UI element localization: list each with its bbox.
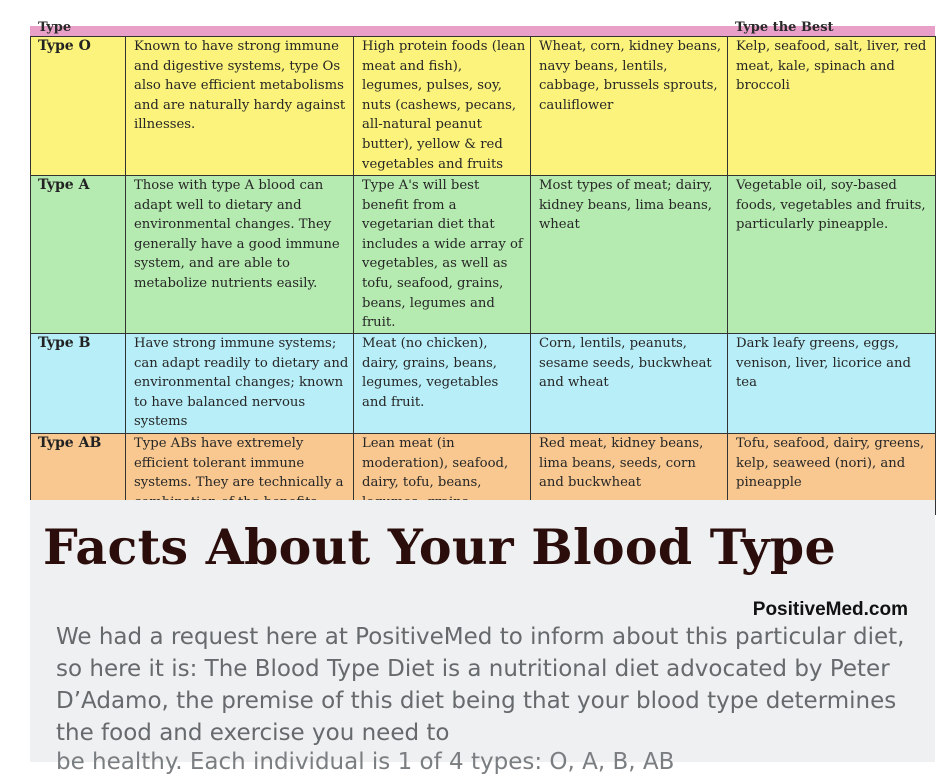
table-header-strip	[30, 20, 935, 36]
cell-type: Type O	[31, 37, 126, 176]
table-row	[31, 37, 936, 176]
table-row	[31, 176, 936, 334]
cell-traits: Have strong immune systems; can adapt readily to dietary and environmental changes; known to have balanced nervous systems	[126, 334, 354, 434]
header-col-type: Type	[38, 20, 72, 35]
cell-best-foods: Lean meat (in moderation), seafood, dairy, tofu, beans,	[354, 434, 531, 515]
cell-best-foods: Type A's will best benefit from a vegetarian diet that includes a wide array of vegetables, as well as tofu, seafood, grains, beans, legumes and fruit.	[354, 176, 531, 334]
cell-best: Kelp, seafood, salt, liver, red meat, kale, spinach and broccoli	[728, 37, 936, 176]
cell-best-foods: Meat (no chicken), dairy, grains, beans, legumes, vegetables and fruit.	[354, 334, 531, 434]
cell-type: Type A	[31, 176, 126, 334]
header-col-best: Type the Best	[735, 20, 834, 35]
blood-type-table-image	[30, 20, 935, 500]
article-headline[interactable]: Facts About Your Blood Type	[43, 518, 836, 576]
cell-best-foods: High protein foods (lean meat and fish), legumes, pulses, soy, nuts (cashews, pecans, all-natural peanut butter), yellow & red vegetables and fruits	[354, 37, 531, 176]
cell-traits: Those with type A blood can adapt well to dietary and environmental changes. They generally have a good immune system, and are able to metabolize nutrients easily.	[126, 176, 354, 334]
cell-type: Type AB	[31, 434, 126, 515]
cell-avoid: Wheat, corn, kidney beans, navy beans, lentils, cabbage, brussels sprouts, cauliflower	[531, 37, 728, 176]
cell-avoid: Corn, lentils, peanuts, sesame seeds, buckwheat and wheat	[531, 334, 728, 434]
article-excerpt: We had a request here at PositiveMed to inform about this particular diet, so here it is: The Blood Type Diet is a nutritional diet advocated by Peter D’Adamo, the premise of this diet being that your blood type determines the food and exercise you need to	[56, 624, 905, 746]
blood-type-table	[30, 36, 936, 515]
cell-best: Vegetable oil, soy-based foods, vegetables and fruits, particularly pineapple.	[728, 176, 936, 334]
cell-best: Tofu, seafood, dairy, greens, kelp, seaweed (nori), and pineapple	[728, 434, 936, 515]
article-excerpt-cutoff: be healthy. Each individual is 1 of 4 types: O, A, B, AB	[56, 749, 675, 775]
cell-avoid: Red meat, kidney beans, lima beans, seeds, corn and buckwheat	[531, 434, 728, 515]
table-row	[31, 334, 936, 434]
cell-traits: Type ABs have extremely efficient tolerant immune systems. They are technically a	[126, 434, 354, 515]
cell-best: Dark leafy greens, eggs, venison, liver, licorice and tea	[728, 334, 936, 434]
article-card[interactable]	[30, 500, 935, 775]
cell-type: Type B	[31, 334, 126, 434]
cell-avoid: Most types of meat; dairy, kidney beans, lima beans, wheat	[531, 176, 728, 334]
source-watermark: PositiveMed.com	[752, 599, 908, 620]
cell-traits: Known to have strong immune and digestive systems, type Os also have efficient metabolisms and are naturally hardy against illnesses.	[126, 37, 354, 176]
